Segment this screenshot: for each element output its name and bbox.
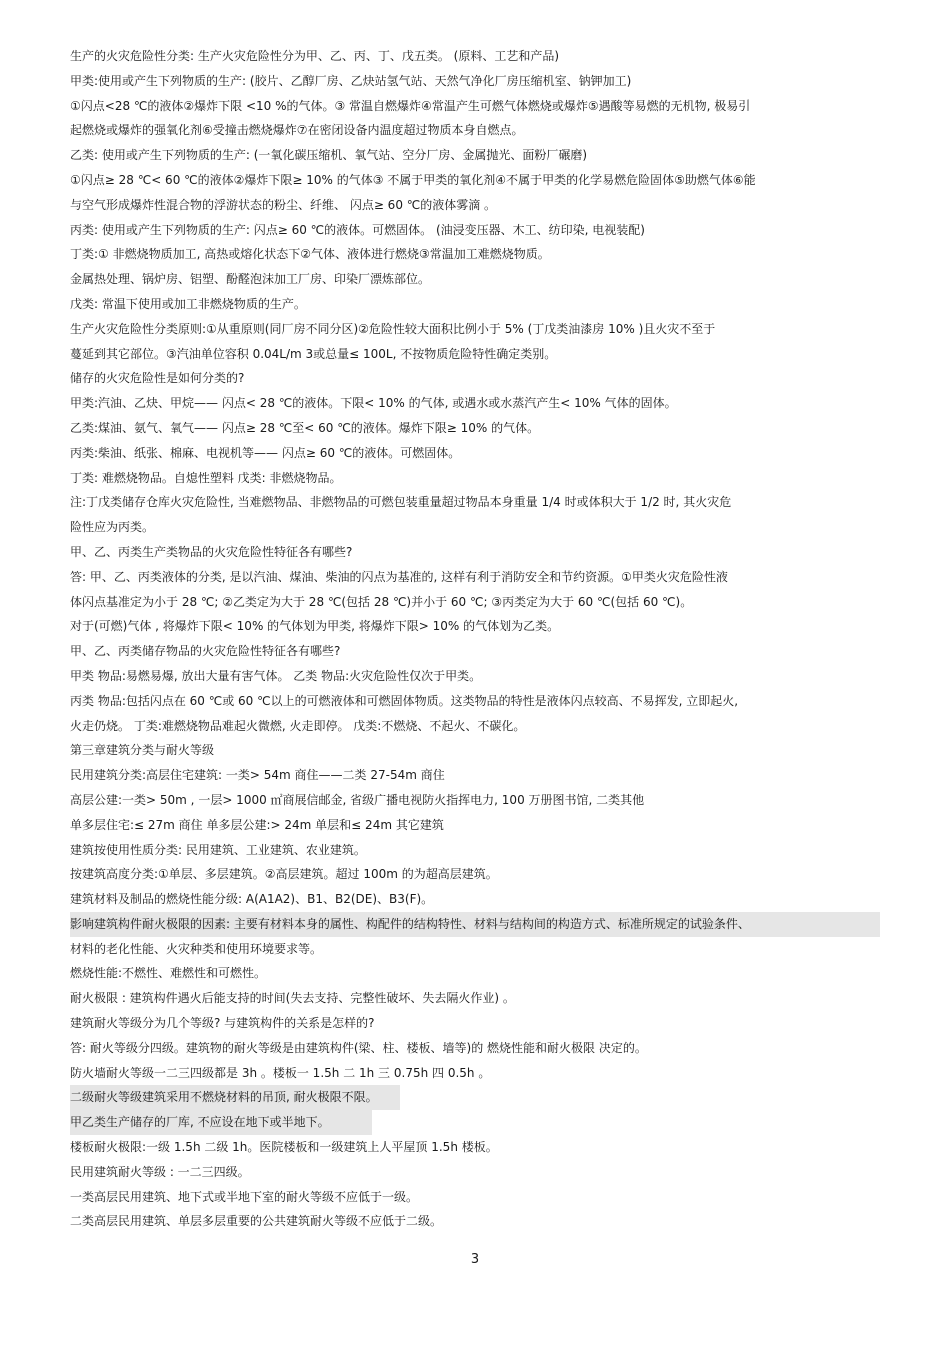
text-line: 丙类: 使用或产生下列物质的生产: 闪点≥ 60 ℃的液体。可燃固体。 (油浸变压器、木工、纺印染, 电视装配): [70, 222, 645, 237]
text-line: 单多层住宅:≤ 27m 商住 单多层公建:> 24m 单层和≤ 24m 其它建筑: [70, 817, 444, 832]
text-line: 乙类: 使用或产生下列物质的生产: (一氧化碳压缩机、氧气站、空分厂房、金属抛光、面粉厂碾磨): [70, 148, 588, 163]
text-line: 耐火极限 : 建筑构件遇火后能支持的时间(失去支持、完整性破坏、失去隔火作业) 。: [70, 991, 515, 1006]
text-line: 答: 耐火等级分四级。建筑物的耐火等级是由建筑构件(梁、柱、楼板、墙等)的 燃烧性能和耐火极限 决定的。: [70, 1040, 647, 1055]
text-line: 材料的老化性能、火灾种类和使用环境要求等。: [70, 941, 323, 956]
chapter-heading: 第三章建筑分类与耐火等级: [70, 743, 215, 758]
text-line: 注:丁戊类储存仓库火灾危险性, 当难燃物品、非燃物品的可燃包装重量超过物品本身重量 1/4 时或体积大于 1/2 时, 其火灾危: [70, 495, 732, 510]
text-line: 丙类 物品:包括闪点在 60 ℃或 60 ℃以上的可燃液体和可燃固体物质。这类物品的特性是液体闪点较高、不易挥发, 立即起火,: [70, 693, 739, 708]
text-line: 影响建筑构件耐火极限的因素: 主要有材料本身的属性、构配件的结构特性、材料与结构间的构造方式、标准所规定的试验条件、: [70, 912, 880, 937]
text-line: 建筑按使用性质分类: 民用建筑、工业建筑、农业建筑。: [70, 842, 366, 857]
text-line: 按建筑高度分类:①单层、多层建筑。②高层建筑。超过 100m 的为超高层建筑。: [70, 867, 498, 882]
text-line: 一类高层民用建筑、地下式或半地下室的耐火等级不应低于一级。: [70, 1189, 419, 1204]
text-line: 民用建筑分类:高层住宅建筑: 一类> 54m 商住——二类 27-54m 商住: [70, 768, 445, 783]
text-line: 楼板耐火极限:一级 1.5h 二级 1h。医院楼板和一级建筑上人平屋顶 1.5h 楼板。: [70, 1140, 498, 1155]
text-line: 对于(可燃)气体 , 将爆炸下限< 10% 的气体划为甲类, 将爆炸下限> 10% 的气体划为乙类。: [70, 619, 560, 634]
highlighted-line: 甲乙类生产储存的厂库, 不应设在地下或半地下。: [70, 1110, 372, 1135]
text-line: 乙类:煤油、氨气、氧气—— 闪点≥ 28 ℃至< 60 ℃的液体。爆炸下限≥ 10% 的气体。: [70, 420, 540, 435]
text-line: 蔓延到其它部位。③汽油单位容积 0.04L/m 3或总量≤ 100L, 不按物质危险特性确定类别。: [70, 346, 557, 361]
text-line: 燃烧性能:不燃性、难燃性和可燃性。: [70, 966, 267, 981]
text-line: 甲类:使用或产生下列物质的生产: (胶片、乙醇厂房、乙炔站氢气站、天然气净化厂房压缩机室、钠钾加工): [70, 73, 632, 88]
text-line: 建筑材料及制品的燃烧性能分级: A(A1A2)、B1、B2(DE)、B3(F)。: [70, 892, 434, 907]
question-heading: 储存的火灾危险性是如何分类的?: [70, 371, 245, 386]
text-line: 丙类:柴油、纸张、棉麻、电视机等—— 闪点≥ 60 ℃的液体。可燃固体。: [70, 445, 461, 460]
document-body: [70, 44, 880, 1234]
text-line: 生产的火灾危险性分类: 生产火灾危险性分为甲、乙、丙、丁、戊五类。 (原料、工艺和产品): [70, 49, 560, 63]
text-line: 答: 甲、乙、丙类液体的分类, 是以汽油、煤油、柴油的闪点为基准的, 这样有利于消防安全和节约资源。①甲类火灾危险性液: [70, 569, 728, 584]
text-line: 丁类:① 非燃烧物质加工, 高热或熔化状态下②气体、液体进行燃烧③常温加工难燃烧物质。: [70, 247, 550, 262]
question-heading: 建筑耐火等级分为几个等级? 与建筑构件的关系是怎样的?: [70, 1016, 375, 1031]
text-line: 火走仍烧。 丁类:难燃烧物品难起火微燃, 火走即停。 戊类:不燃烧、不起火、不碳化。: [70, 718, 526, 733]
text-line: 险性应为丙类。: [70, 520, 155, 535]
highlighted-line: 二级耐火等级建筑采用不燃烧材料的吊顶, 耐火极限不限。: [70, 1085, 400, 1110]
text-line: 甲类:汽油、乙炔、甲烷—— 闪点< 28 ℃的液体。下限< 10% 的气体, 或遇水或水蒸汽产生< 10% 气体的固体。: [70, 396, 677, 411]
text-line: 生产火灾危险性分类原则:①从重原则(同厂房不同分区)②危险性较大面积比例小于 5% (丁戊类油漆房 10% )且火灾不至于: [70, 321, 716, 336]
text-line: 民用建筑耐火等级 : 一二三四级。: [70, 1164, 250, 1179]
text-line: 丁类: 难燃烧物品。自熄性塑料 戊类: 非燃烧物品。: [70, 470, 342, 485]
text-line: 与空气形成爆炸性混合物的浮游状态的粉尘、纤维、 闪点≥ 60 ℃的液体雾滴 。: [70, 197, 497, 212]
text-line: ①闪点<28 ℃的液体②爆炸下限 <10 %的气体。③ 常温自燃爆炸④常温产生可燃气体燃烧或爆炸⑤遇酸等易燃的无机物, 极易引: [70, 98, 751, 113]
text-line: 高层公建:一类> 50m , 一层> 1000 ㎡商展信邮金, 省级广播电视防火指挥电力, 100 万册图书馆, 二类其他: [70, 792, 645, 807]
text-line: 戊类: 常温下使用或加工非燃烧物质的生产。: [70, 296, 306, 311]
text-line: ①闪点≥ 28 ℃< 60 ℃的液体②爆炸下限≥ 10% 的气体③ 不属于甲类的氧化剂④不属于甲类的化学易燃危险固体⑤助燃气体⑥能: [70, 172, 756, 187]
text-line: 起燃烧或爆炸的强氧化剂⑥受撞击燃烧爆炸⑦在密闭设备内温度超过物质本身自燃点。: [70, 123, 524, 138]
text-line: 甲类 物品:易燃易爆, 放出大量有害气体。 乙类 物品:火灾危险性仅次于甲类。: [70, 668, 482, 683]
text-line: 金属热处理、锅炉房、铝塑、酚醛泡沫加工厂房、印染厂漂炼部位。: [70, 272, 431, 287]
question-heading: 甲、乙、丙类生产类物品的火灾危险性特征各有哪些?: [70, 544, 353, 559]
text-line: 二类高层民用建筑、单层多层重要的公共建筑耐火等级不应低于二级。: [70, 1214, 443, 1229]
question-heading: 甲、乙、丙类储存物品的火灾危险性特征各有哪些?: [70, 644, 341, 659]
text-line: 体闪点基准定为小于 28 ℃; ②乙类定为大于 28 ℃(包括 28 ℃)并小于 60 ℃; ③丙类定为大于 60 ℃(包括 60 ℃)。: [70, 594, 693, 609]
text-line: 防火墙耐火等级一二三四级都是 3h 。楼板一 1.5h 二 1h 三 0.75h 四 0.5h 。: [70, 1065, 491, 1080]
page-number: 3: [470, 1252, 480, 1267]
